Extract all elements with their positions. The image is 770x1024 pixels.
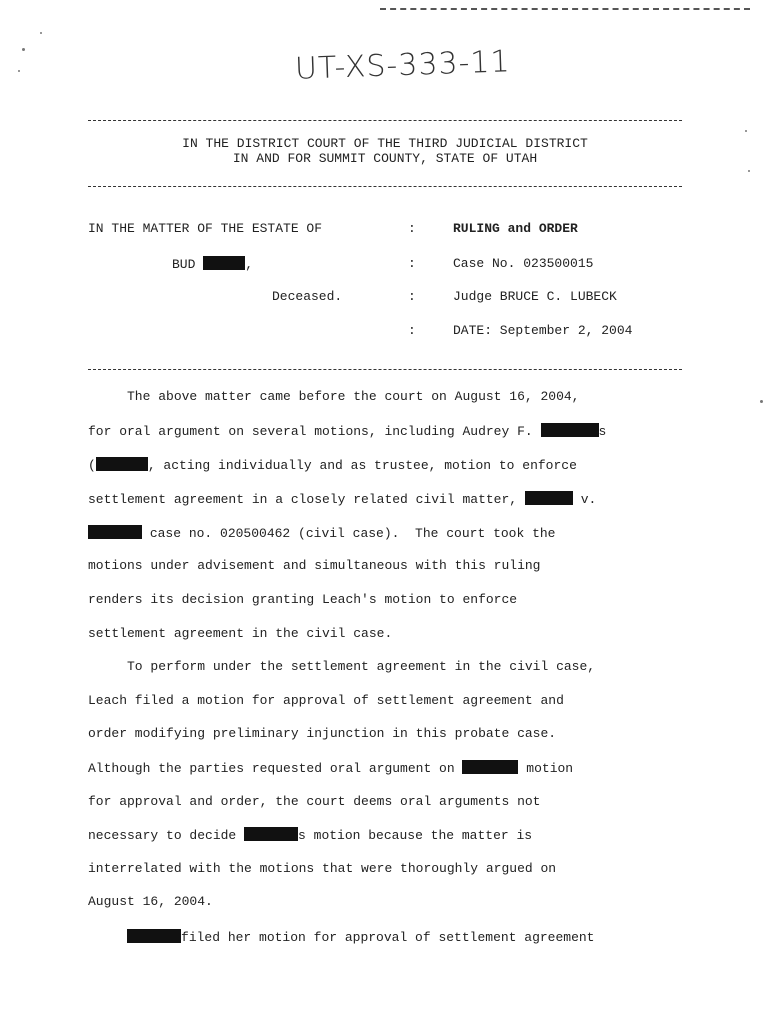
body-text: for oral argument on several motions, including Audrey F. (88, 424, 533, 439)
body-line (88, 423, 606, 440)
body-text: s (598, 424, 607, 439)
body-text: v. (580, 492, 597, 507)
document-title: RULING and ORDER (453, 221, 578, 236)
redaction-bar (203, 256, 245, 270)
scan-speck (18, 70, 20, 72)
scan-speck (760, 400, 763, 403)
body-line: Leach filed a motion for approval of settlement agreement and (88, 693, 564, 708)
body-line: To perform under the settlement agreement in the civil case, (88, 659, 596, 674)
body-line: The above matter came before the court on August 16, 2004, (88, 389, 580, 404)
body-line: settlement agreement in the civil case. (88, 626, 393, 641)
header-top-rule (88, 120, 682, 121)
header-bottom-rule (88, 186, 682, 187)
court-header (88, 136, 682, 166)
redaction-bar (127, 929, 181, 943)
body-line: motions under advisement and simultaneous with this ruling (88, 558, 541, 573)
caption-matter: IN THE MATTER OF THE ESTATE OF (88, 221, 323, 236)
judge-name: Judge BRUCE C. LUBECK (453, 289, 617, 304)
body-line (88, 457, 577, 474)
caption-colon: : (408, 323, 416, 338)
body-line (88, 827, 532, 844)
caption-deceased: Deceased. (272, 289, 343, 304)
case-number: Case No. 023500015 (453, 256, 594, 271)
caption-colon: : (408, 256, 416, 271)
body-line: for approval and order, the court deems oral arguments not (88, 794, 541, 809)
court-header-line2: IN AND FOR SUMMIT COUNTY, STATE OF UTAH (232, 151, 538, 166)
caption-colon: : (408, 221, 416, 236)
ruling-date: DATE: September 2, 2004 (453, 323, 633, 338)
caption-decedent-name (172, 256, 253, 272)
scan-speck (745, 130, 747, 132)
redaction-bar (541, 423, 599, 437)
scan-artifact-dashes (380, 8, 750, 10)
decedent-name-comma: , (245, 257, 254, 272)
body-line: interrelated with the motions that were thoroughly argued on (88, 861, 557, 876)
court-header-line1: IN THE DISTRICT COURT OF THE THIRD JUDICIAL DISTRICT (182, 136, 588, 151)
body-text: ( (88, 458, 96, 473)
body-text: filed her motion for approval of settlement agreement (181, 930, 595, 945)
scan-speck (40, 32, 42, 34)
body-line: August 16, 2004. (88, 894, 213, 909)
body-line (88, 491, 596, 508)
redaction-bar (88, 525, 142, 539)
body-line (88, 929, 594, 946)
body-text: Although the parties requested oral argument on (88, 761, 455, 776)
redaction-bar (96, 457, 148, 471)
body-line: renders its decision granting Leach's motion to enforce (88, 592, 518, 607)
scan-speck (748, 170, 750, 172)
decedent-first-name: BUD (172, 257, 196, 272)
redaction-bar (244, 827, 298, 841)
redaction-bar (462, 760, 518, 774)
body-text: s motion because the matter is (298, 828, 533, 843)
handwritten-case-number: UT-XS-333-11 (294, 44, 512, 87)
body-text: necessary to decide (88, 828, 237, 843)
body-line (88, 760, 573, 777)
scan-speck (22, 48, 25, 51)
body-text: settlement agreement in a closely related civil matter, (88, 492, 518, 507)
caption-bottom-rule (88, 369, 682, 370)
caption-colon: : (408, 289, 416, 304)
body-line (88, 525, 555, 542)
body-text: , acting individually and as trustee, motion to enforce (147, 458, 577, 473)
redaction-bar (525, 491, 573, 505)
body-line: order modifying preliminary injunction in this probate case. (88, 726, 557, 741)
body-text: case no. 020500462 (civil case). The court took the (149, 526, 556, 541)
body-text: motion (526, 761, 574, 776)
